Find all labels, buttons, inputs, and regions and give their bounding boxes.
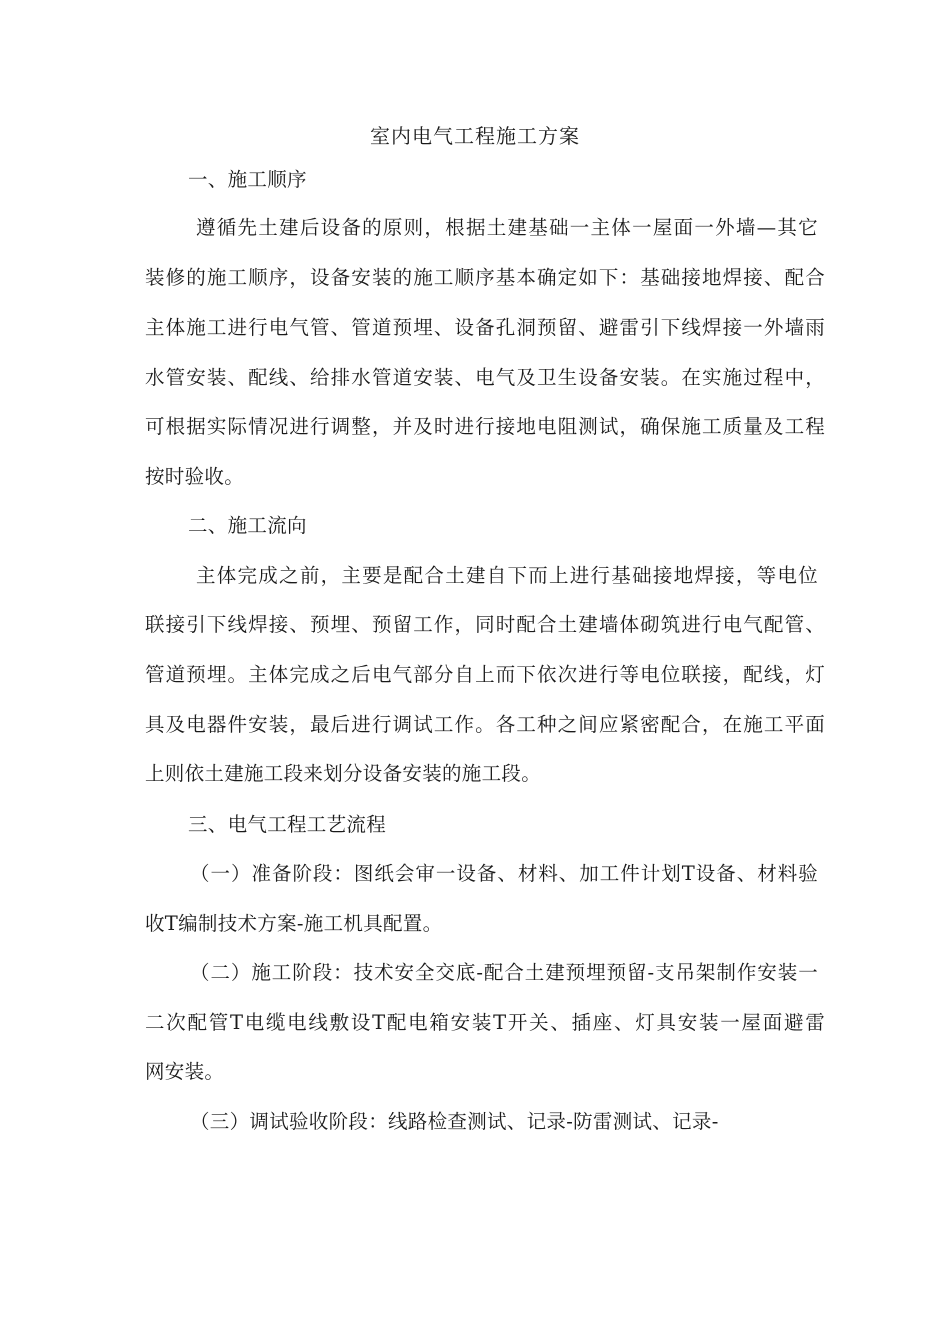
paragraph-line: 收T编制技术方案-施工机具配置。 (145, 912, 443, 935)
section-heading-2: 二、施工流向 (188, 514, 307, 537)
paragraph-line: 遵循先土建后设备的原则，根据土建基础一主体一屋面一外墙—其它 (196, 216, 818, 239)
paragraph-line: 联接引下线焊接、预埋、预留工作，同时配合土建墙体砌筑进行电气配管、 (145, 613, 825, 636)
paragraph-line: 主体完成之前，主要是配合土建自下而上进行基础接地焊接，等电位 (196, 564, 818, 587)
paragraph-line: （三）调试验收阶段：线路检查测试、记录-防雷测试、记录- (190, 1110, 719, 1133)
paragraph-line: 具及电器件安装，最后进行调试工作。各工种之间应紧密配合，在施工平面 (145, 713, 825, 736)
paragraph-line: （二）施工阶段：技术安全交底-配合土建预埋预留-支吊架制作安装一 (190, 961, 818, 984)
paragraph-line: 管道预埋。主体完成之后电气部分自上而下依次进行等电位联接，配线，灯 (145, 663, 825, 686)
paragraph-line: 上则依土建施工段来划分设备安装的施工段。 (145, 762, 542, 785)
section-heading-1: 一、施工顺序 (188, 168, 307, 191)
paragraph-line: （一）准备阶段：图纸会审一设备、材料、加工件计划T设备、材料验 (190, 862, 818, 885)
section-heading-3: 三、电气工程工艺流程 (188, 813, 387, 836)
paragraph-line: 按时验收。 (145, 465, 245, 488)
paragraph-line: 主体施工进行电气管、管道预埋、设备孔洞预留、避雷引下线焊接一外墙雨 (145, 316, 825, 339)
paragraph-line: 二次配管T电缆电线敷设T配电箱安装T开关、插座、灯具安装一屋面避雷 (145, 1011, 825, 1034)
paragraph-line: 装修的施工顺序，设备安装的施工顺序基本确定如下：基础接地焊接、配合 (145, 266, 825, 289)
page-title: 室内电气工程施工方案 (370, 124, 580, 148)
paragraph-line: 可根据实际情况进行调整，并及时进行接地电阻测试，确保施工质量及工程 (145, 415, 825, 438)
paragraph-line: 网安装。 (145, 1060, 225, 1083)
paragraph-line: 水管安装、配线、给排水管道安装、电气及卫生设备安装。在实施过程中， (145, 366, 825, 389)
